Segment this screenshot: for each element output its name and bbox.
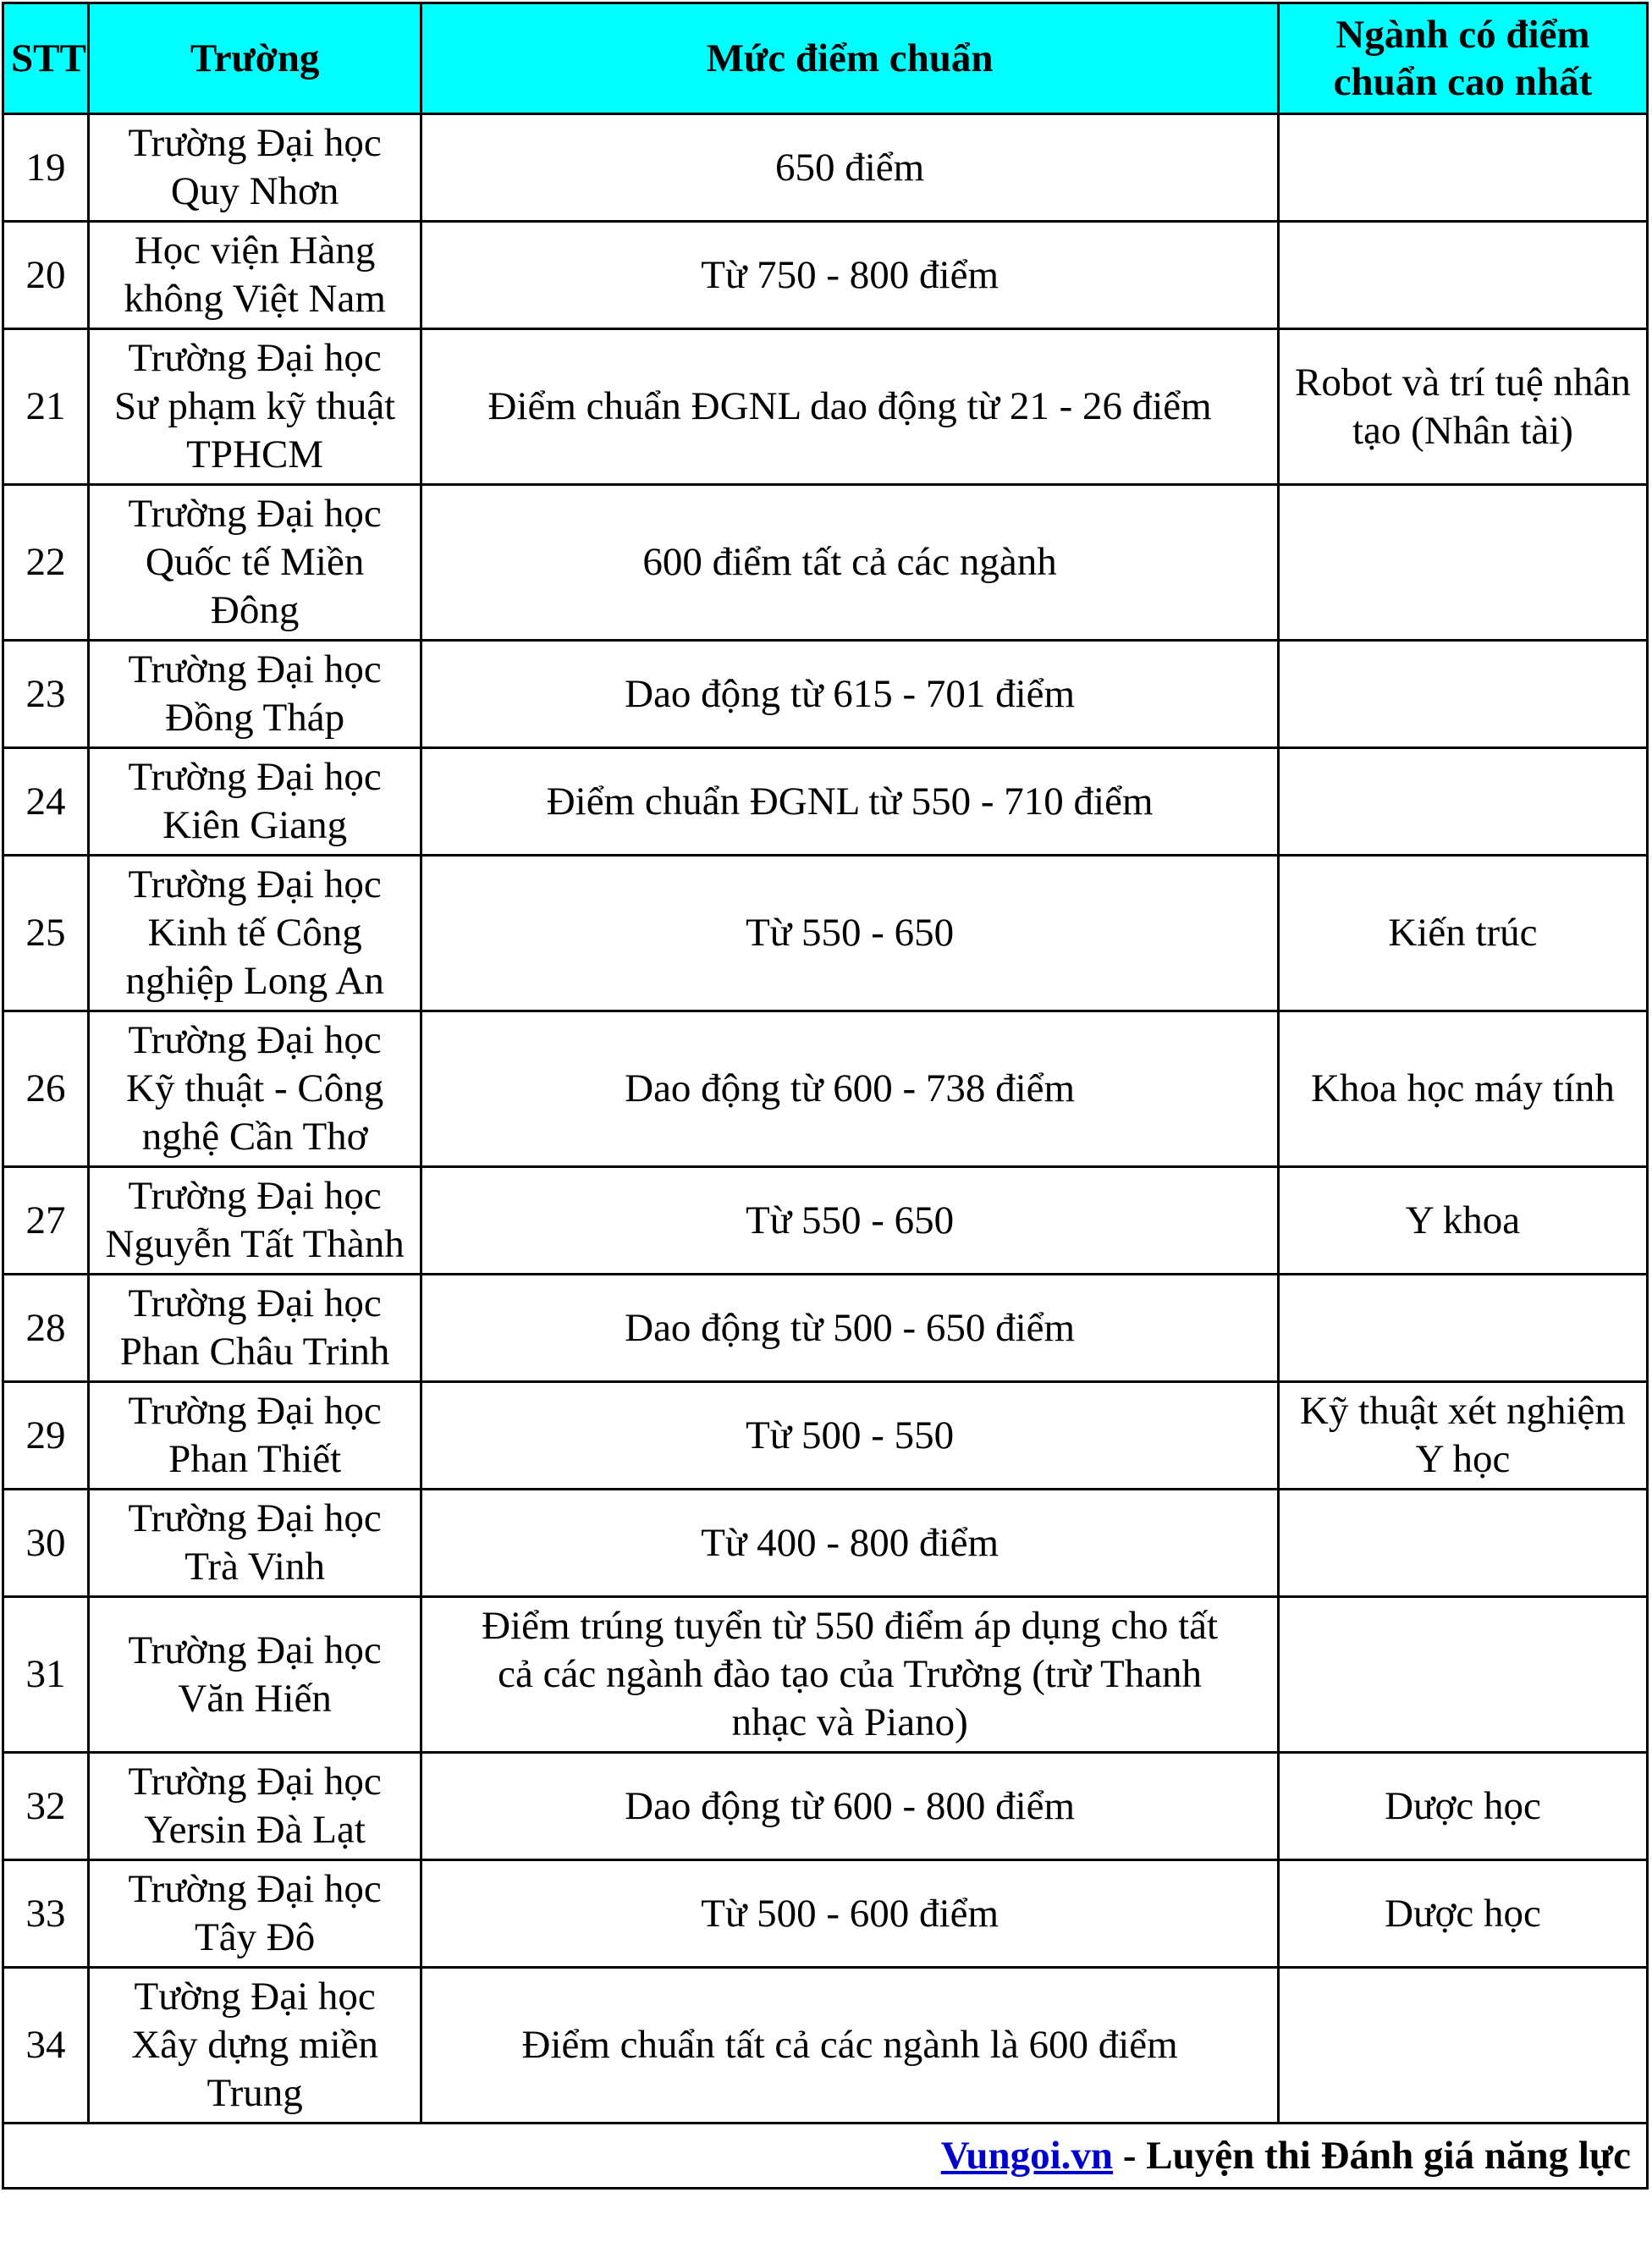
row-top-major: Dược học — [1278, 1753, 1647, 1860]
row-stt: 25 — [3, 856, 89, 1011]
row-stt: 19 — [3, 114, 89, 222]
table-row — [3, 114, 1648, 222]
row-score: Dao động từ 600 - 800 điểm — [421, 1753, 1279, 1860]
row-school: Trường Đại học Quy Nhơn — [88, 114, 421, 222]
row-stt: 27 — [3, 1167, 89, 1275]
table-row — [3, 748, 1648, 856]
row-stt: 29 — [3, 1382, 89, 1490]
row-stt: 28 — [3, 1275, 89, 1382]
row-stt: 30 — [3, 1490, 89, 1597]
table-row — [3, 1753, 1648, 1860]
row-score: Từ 500 - 600 điểm — [421, 1860, 1279, 1968]
footer-tagline: - Luyện thi Đánh giá năng lực — [1113, 2133, 1631, 2178]
row-score: Điểm chuẩn ĐGNL từ 550 - 710 điểm — [421, 748, 1279, 856]
row-top-major — [1278, 1597, 1647, 1753]
header-stt: STT — [3, 3, 89, 114]
row-school: Trường Đại học Phan Châu Trinh — [88, 1275, 421, 1382]
row-school: Trường Đại học Sư phạm kỹ thuật TPHCM — [88, 329, 421, 485]
row-score: Điểm trúng tuyển từ 550 điểm áp dụng cho tất cả các ngành đào tạo của Trường (trừ Thanh nhạc và Piano) — [421, 1597, 1279, 1753]
row-top-major: Kiến trúc — [1278, 856, 1647, 1011]
row-score: Từ 550 - 650 — [421, 856, 1279, 1011]
brand-link[interactable]: Vungoi.vn — [940, 2133, 1114, 2178]
row-score: Từ 500 - 550 — [421, 1382, 1279, 1490]
table-row — [3, 1490, 1648, 1597]
row-school: Trường Đại học Kinh tế Công nghiệp Long An — [88, 856, 421, 1011]
header-top-major: Ngành có điểm chuẩn cao nhất — [1278, 3, 1647, 114]
row-top-major — [1278, 748, 1647, 856]
row-stt: 26 — [3, 1011, 89, 1167]
row-top-major — [1278, 1490, 1647, 1597]
row-top-major — [1278, 114, 1647, 222]
row-score: Điểm chuẩn tất cả các ngành là 600 điểm — [421, 1968, 1279, 2124]
row-top-major — [1278, 485, 1647, 641]
table-row — [3, 1597, 1648, 1753]
row-top-major — [1278, 222, 1647, 329]
table-row — [3, 1968, 1648, 2124]
row-school: Tường Đại học Xây dựng miền Trung — [88, 1968, 421, 2124]
table-row — [3, 485, 1648, 641]
row-score: 650 điểm — [421, 114, 1279, 222]
row-school: Trường Đại học Đồng Tháp — [88, 641, 421, 748]
row-stt: 23 — [3, 641, 89, 748]
row-stt: 34 — [3, 1968, 89, 2124]
row-stt: 20 — [3, 222, 89, 329]
row-stt: 22 — [3, 485, 89, 641]
row-stt: 32 — [3, 1753, 89, 1860]
row-top-major: Kỹ thuật xét nghiệm Y học — [1278, 1382, 1647, 1490]
row-top-major: Khoa học máy tính — [1278, 1011, 1647, 1167]
row-school: Trường Đại học Trà Vinh — [88, 1490, 421, 1597]
row-top-major: Y khoa — [1278, 1167, 1647, 1275]
table-row — [3, 1011, 1648, 1167]
row-school: Trường Đại học Phan Thiết — [88, 1382, 421, 1490]
header-score: Mức điểm chuẩn — [421, 3, 1279, 114]
row-stt: 33 — [3, 1860, 89, 1968]
table-row — [3, 1167, 1648, 1275]
row-school: Trường Đại học Kỹ thuật - Công nghệ Cần Thơ — [88, 1011, 421, 1167]
row-school: Trường Đại học Văn Hiến — [88, 1597, 421, 1753]
row-score: Từ 550 - 650 — [421, 1167, 1279, 1275]
row-school: Trường Đại học Kiên Giang — [88, 748, 421, 856]
row-score: Từ 400 - 800 điểm — [421, 1490, 1279, 1597]
row-school: Học viện Hàng không Việt Nam — [88, 222, 421, 329]
row-school: Trường Đại học Nguyễn Tất Thành — [88, 1167, 421, 1275]
row-school: Trường Đại học Yersin Đà Lạt — [88, 1753, 421, 1860]
table-body — [3, 114, 1648, 2124]
table-row — [3, 1382, 1648, 1490]
admission-score-table — [2, 2, 1649, 2190]
table-row — [3, 1275, 1648, 1382]
row-school: Trường Đại học Tây Đô — [88, 1860, 421, 1968]
row-top-major: Robot và trí tuệ nhân tạo (Nhân tài) — [1278, 329, 1647, 485]
row-score: Dao động từ 500 - 650 điểm — [421, 1275, 1279, 1382]
row-top-major — [1278, 1275, 1647, 1382]
row-school: Trường Đại học Quốc tế Miền Đông — [88, 485, 421, 641]
row-score: Dao động từ 600 - 738 điểm — [421, 1011, 1279, 1167]
table-row — [3, 641, 1648, 748]
table-row — [3, 222, 1648, 329]
table-header-row — [3, 3, 1648, 114]
header-school: Trường — [88, 3, 421, 114]
row-score: Dao động từ 615 - 701 điểm — [421, 641, 1279, 748]
row-top-major — [1278, 1968, 1647, 2124]
table-footer-row — [3, 2124, 1648, 2189]
table-row — [3, 1860, 1648, 1968]
row-top-major: Dược học — [1278, 1860, 1647, 1968]
row-score: 600 điểm tất cả các ngành — [421, 485, 1279, 641]
row-stt: 31 — [3, 1597, 89, 1753]
row-stt: 24 — [3, 748, 89, 856]
footer-credit — [3, 2124, 1648, 2189]
row-score: Từ 750 - 800 điểm — [421, 222, 1279, 329]
row-score: Điểm chuẩn ĐGNL dao động từ 21 - 26 điểm — [421, 329, 1279, 485]
table-row — [3, 856, 1648, 1011]
table-row — [3, 329, 1648, 485]
row-stt: 21 — [3, 329, 89, 485]
row-top-major — [1278, 641, 1647, 748]
